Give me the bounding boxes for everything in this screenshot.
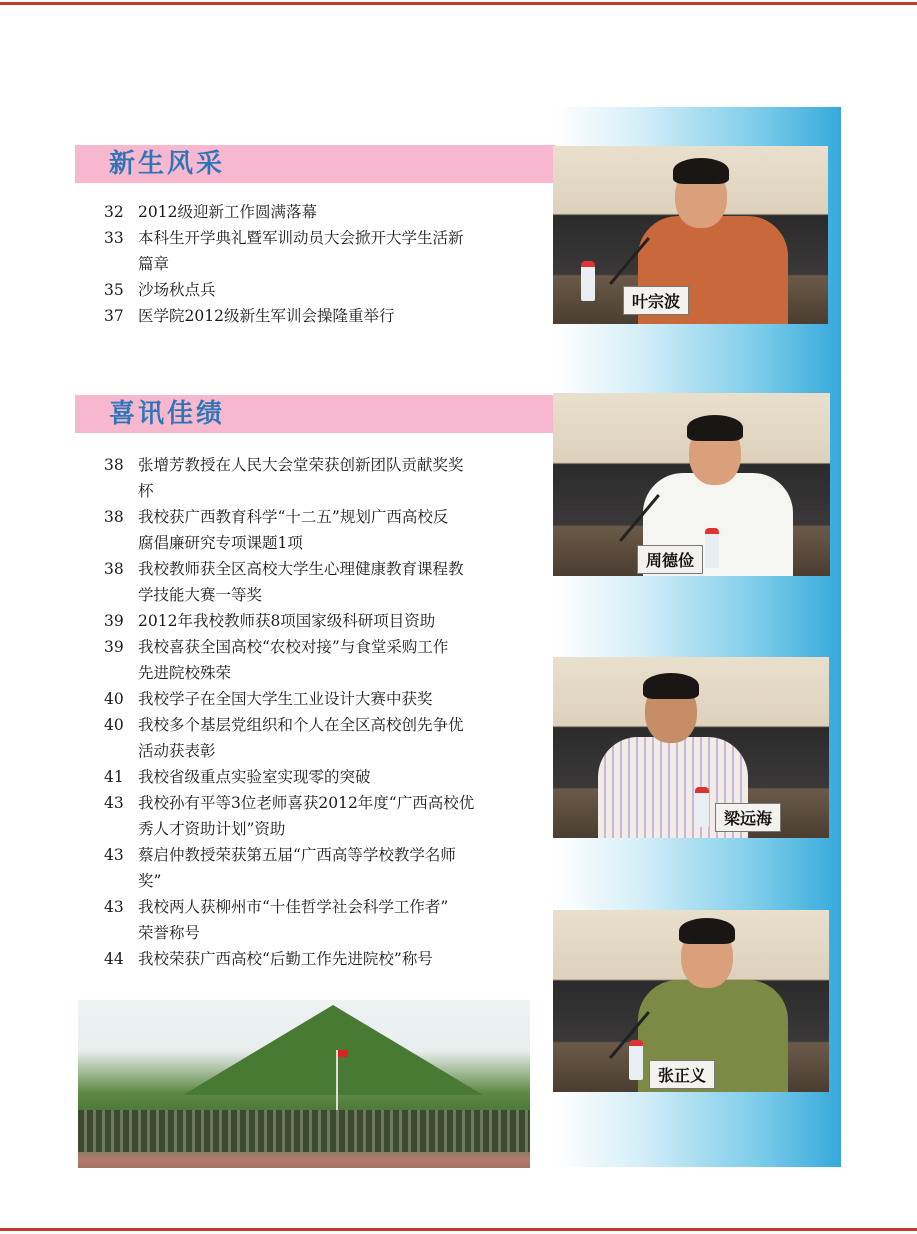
page-number: 40 bbox=[104, 690, 124, 708]
speaker-photo-3 bbox=[553, 657, 829, 838]
water-bottle bbox=[695, 787, 709, 827]
nameplate: 周德俭 bbox=[637, 545, 703, 574]
toc-entry bbox=[104, 894, 544, 920]
page-number: 33 bbox=[104, 229, 124, 247]
flag bbox=[338, 1050, 348, 1057]
nameplate: 张正义 bbox=[649, 1060, 715, 1089]
toc-entry bbox=[104, 582, 544, 608]
page-number bbox=[104, 478, 138, 504]
entry-title: 沙场秋点兵 bbox=[138, 281, 216, 299]
entry-title: 医学院2012级新生军训会操隆重举行 bbox=[138, 307, 395, 325]
toc-entry bbox=[104, 556, 544, 582]
entry-title: 先进院校殊荣 bbox=[138, 664, 232, 682]
entry-title: 学技能大赛一等奖 bbox=[138, 586, 263, 604]
speaker-photo-2 bbox=[553, 393, 830, 576]
section-header-new-students bbox=[75, 145, 555, 183]
speaker-photo-4 bbox=[553, 910, 829, 1092]
water-bottle bbox=[629, 1040, 643, 1080]
nameplate: 叶宗波 bbox=[623, 286, 689, 315]
toc-entry bbox=[104, 660, 544, 686]
entry-title: 本科生开学典礼暨军训动员大会掀开大学生活新 bbox=[138, 229, 464, 247]
toc-list-section2 bbox=[104, 452, 544, 972]
section-title: 喜讯佳绩 bbox=[109, 399, 226, 429]
speaker-photo-1 bbox=[553, 146, 828, 324]
page-number: 32 bbox=[104, 203, 124, 221]
entry-title: 我校省级重点实验室实现零的突破 bbox=[138, 768, 371, 786]
page-number bbox=[104, 582, 138, 608]
page-number bbox=[104, 816, 138, 842]
page-number: 39 bbox=[104, 612, 124, 630]
toc-entry bbox=[104, 738, 544, 764]
entry-title: 我校两人获柳州市“十佳哲学社会科学工作者” bbox=[138, 898, 449, 916]
toc-entry bbox=[104, 764, 544, 790]
toc-entry bbox=[104, 199, 544, 225]
page-number: 38 bbox=[104, 508, 124, 526]
toc-entry bbox=[104, 712, 544, 738]
entry-title: 篇章 bbox=[138, 255, 170, 273]
entry-title: 我校学子在全国大学生工业设计大赛中获奖 bbox=[138, 690, 433, 708]
toc-entry bbox=[104, 452, 544, 478]
page-number: 41 bbox=[104, 768, 124, 786]
page-number: 38 bbox=[104, 560, 124, 578]
entry-title: 奖” bbox=[138, 872, 162, 890]
toc-entry bbox=[104, 686, 544, 712]
person-hair bbox=[687, 415, 743, 441]
military-training-field-photo bbox=[78, 1000, 530, 1168]
section-header-achievements bbox=[75, 395, 555, 433]
toc-entry bbox=[104, 816, 544, 842]
toc-list-section1 bbox=[104, 199, 544, 329]
entry-title: 荣誉称号 bbox=[138, 924, 201, 942]
page-number: 39 bbox=[104, 638, 124, 656]
page-number bbox=[104, 251, 138, 277]
page-number bbox=[104, 868, 138, 894]
toc-entry bbox=[104, 277, 544, 303]
entry-title: 秀人才资助计划”资助 bbox=[138, 820, 286, 838]
entry-title: 我校教师获全区高校大学生心理健康教育课程教 bbox=[138, 560, 464, 578]
entry-title: 2012级迎新工作圆满落幕 bbox=[138, 203, 317, 221]
bottom-rule bbox=[0, 1228, 917, 1231]
entry-title: 我校喜获全国高校“农校对接”与食堂采购工作 bbox=[138, 638, 449, 656]
flagpole bbox=[336, 1050, 338, 1110]
page-number bbox=[104, 660, 138, 686]
person-hair bbox=[679, 918, 735, 944]
entry-title: 杯 bbox=[138, 482, 154, 500]
entry-title: 蔡启仲教授荣获第五届“广西高等学校教学名师 bbox=[138, 846, 456, 864]
entry-title: 腐倡廉研究专项课题1项 bbox=[138, 534, 303, 552]
page-number: 38 bbox=[104, 456, 124, 474]
person-hair bbox=[643, 673, 699, 699]
page-number bbox=[104, 920, 138, 946]
toc-entry bbox=[104, 303, 544, 329]
toc-entry bbox=[104, 530, 544, 556]
page-number bbox=[104, 530, 138, 556]
page-number: 37 bbox=[104, 307, 124, 325]
page-number: 43 bbox=[104, 846, 124, 864]
person-hair bbox=[673, 158, 729, 184]
page-number: 35 bbox=[104, 281, 124, 299]
toc-entry bbox=[104, 790, 544, 816]
entry-title: 2012年我校教师获8项国家级科研项目资助 bbox=[138, 612, 436, 630]
mountain bbox=[183, 1005, 483, 1095]
toc-entry bbox=[104, 478, 544, 504]
page-number bbox=[104, 738, 138, 764]
troop-formation bbox=[78, 1110, 530, 1152]
page-number: 43 bbox=[104, 794, 124, 812]
toc-entry bbox=[104, 225, 544, 251]
page-number: 44 bbox=[104, 950, 124, 968]
water-bottle bbox=[705, 528, 719, 568]
toc-entry bbox=[104, 842, 544, 868]
page-number: 40 bbox=[104, 716, 124, 734]
entry-title: 我校孙有平等3位老师喜获2012年度“广西高校优 bbox=[138, 794, 475, 812]
page-number: 43 bbox=[104, 898, 124, 916]
toc-entry bbox=[104, 920, 544, 946]
water-bottle bbox=[581, 261, 595, 301]
top-rule bbox=[0, 2, 917, 5]
toc-entry bbox=[104, 251, 544, 277]
entry-title: 张增芳教授在人民大会堂荣获创新团队贡献奖奖 bbox=[138, 456, 464, 474]
toc-entry bbox=[104, 868, 544, 894]
nameplate: 梁远海 bbox=[715, 803, 781, 832]
toc-entry bbox=[104, 608, 544, 634]
entry-title: 活动获表彰 bbox=[138, 742, 216, 760]
section-title: 新生风采 bbox=[109, 149, 226, 179]
toc-entry bbox=[104, 946, 544, 972]
entry-title: 我校荣获广西高校“后勤工作先进院校”称号 bbox=[138, 950, 433, 968]
toc-entry bbox=[104, 634, 544, 660]
entry-title: 我校获广西教育科学“十二五”规划广西高校反 bbox=[138, 508, 449, 526]
entry-title: 我校多个基层党组织和个人在全区高校创先争优 bbox=[138, 716, 464, 734]
toc-entry bbox=[104, 504, 544, 530]
